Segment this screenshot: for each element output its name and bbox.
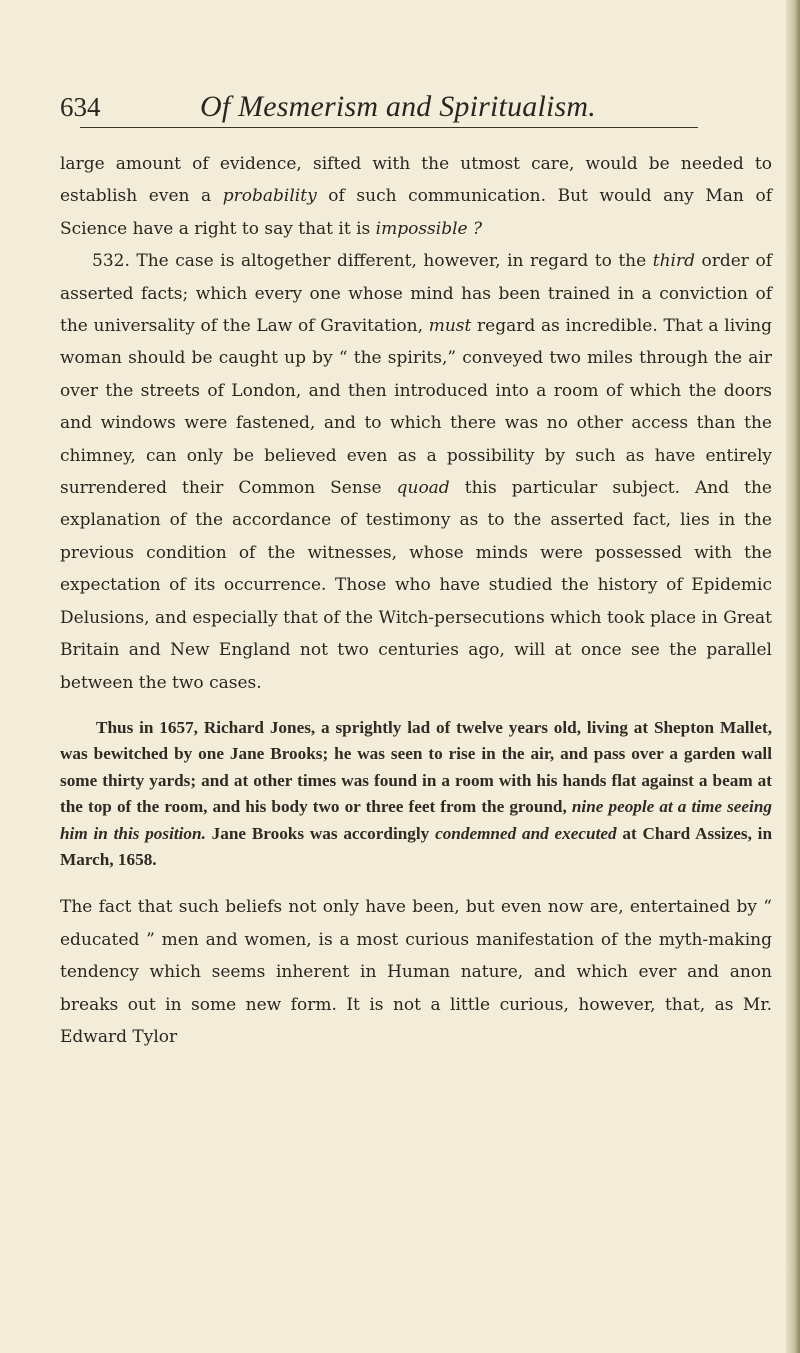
header-rule	[80, 127, 698, 128]
paragraph-continued: large amount of evidence, sifted with the utmost care, would be needed to establish even a probability of such communication. But would any Man of Science have a right to say that it is impossible ?	[60, 154, 772, 239]
page-number: 634	[60, 92, 101, 122]
paragraph-closing: The fact that such beliefs not only have been, but even now are, entertained by “ educated ” men and women, is a most curious manifestation of the myth-making tendency which seems inherent in Human nature, and which ever and anon breaks out in some new form. It is not a little curious, however, that, as Mr. Edward Tylor	[60, 897, 772, 1047]
main-text	[60, 148, 772, 699]
running-title: Of Mesmerism and Spiritualism.	[200, 90, 596, 123]
quote-paragraph: Thus in 1657, Richard Jones, a sprightly lad of twelve years old, living at Shepton Mallet, was bewitched by one Jane Brooks; he was seen to rise in the air, and pass over a garden wall some thirty yards; and at other times was found in a room with his hands flat against a beam at the top of the room, and his body two or three feet from the ground, nine people at a time seeing him in this position. Jane Brooks was accordingly condemned and executed at Chard Assizes, in March, 1658.	[60, 717, 773, 869]
page-header	[60, 92, 740, 136]
closing-text	[60, 891, 772, 1053]
paragraph-532: 532. The case is altogether different, however, in regard to the third order of asserted facts; which every one whose mind has been trained in a conviction of the universality of the Law of Gravitation, must regard as incredible. That a living woman should be caught up by “ the spirits,” conveyed two miles through the air over the streets of London, and then introduced into a room of which the doors and windows were fastened, and to which there was no other access than the chimney, can only be believed even as a possibility by such as have entirely surrendered their Common Sense quoad this particular subject. And the explanation of the accordance of testimony as to the asserted fact, lies in the previous condition of the witnesses, whose minds were possessed with the expectation of its occurrence. Those who have studied the history of Epidemic Delusions, and especially that of the Witch-persecutions which took place in Great Britain and New England not two centuries ago, will at once see the parallel between the two cases.	[60, 251, 773, 693]
body-text	[60, 148, 772, 1053]
page-edge-shadow	[786, 0, 800, 1353]
quoted-passage	[60, 715, 772, 873]
